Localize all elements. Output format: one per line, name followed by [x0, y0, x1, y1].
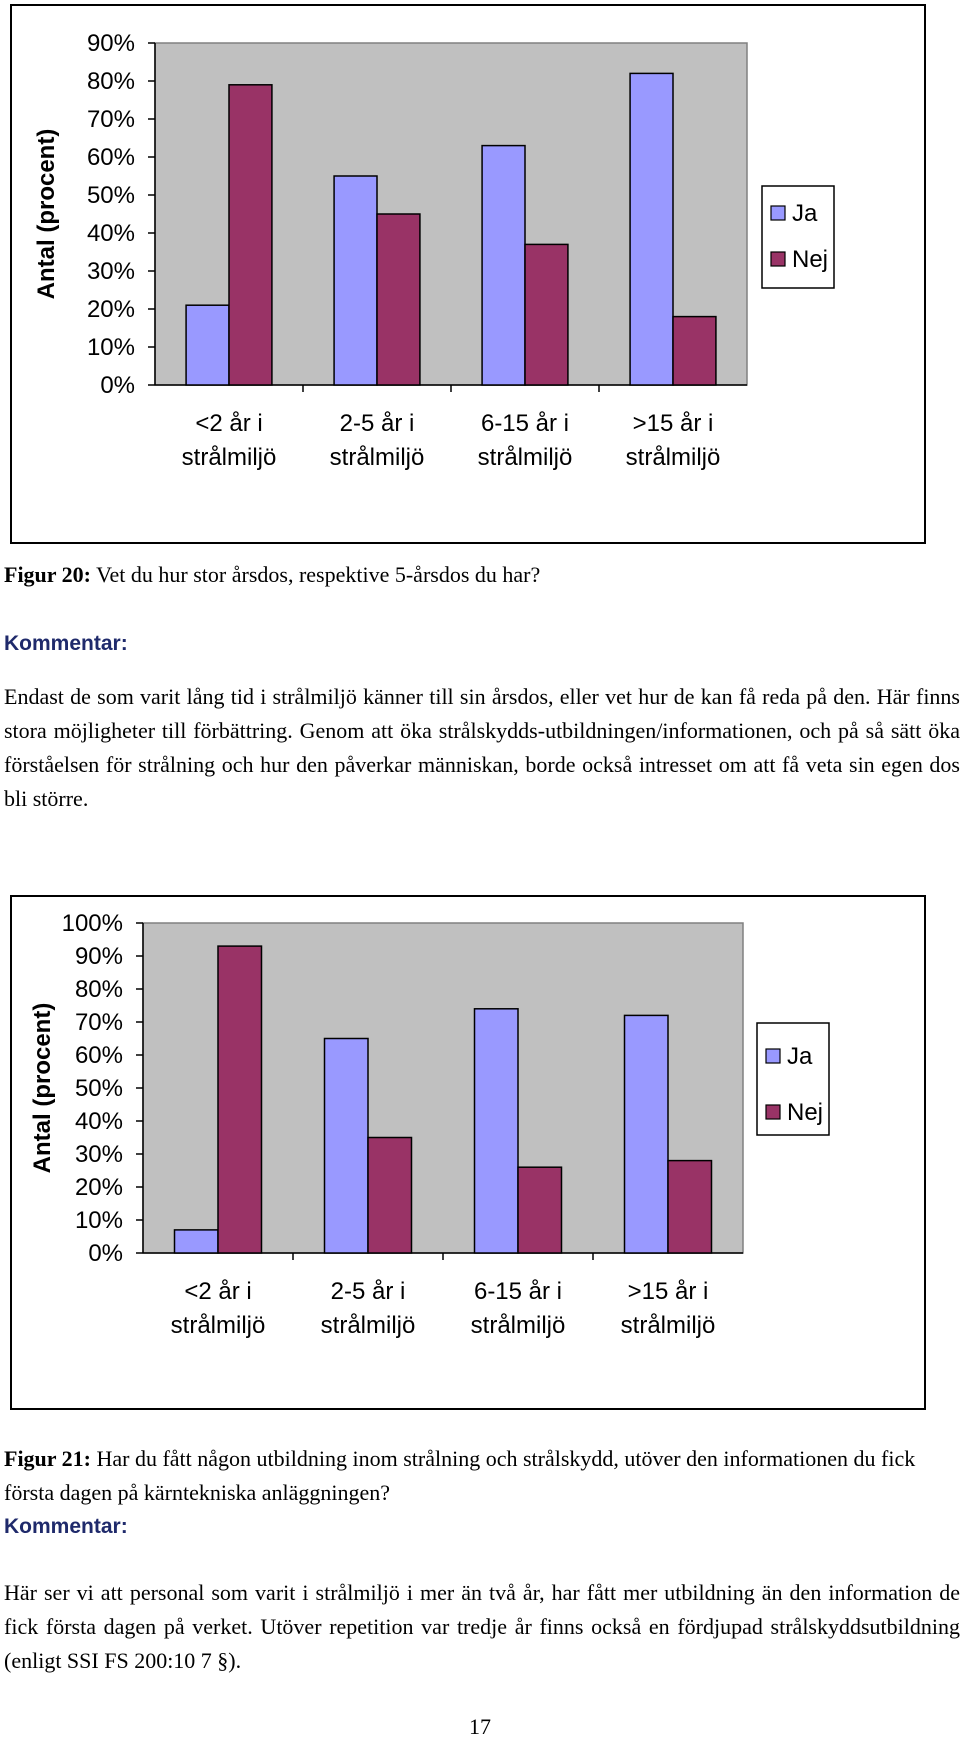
y-tick-label: 70%: [86, 106, 135, 133]
y-tick-label: 50%: [74, 1075, 123, 1102]
bar-nej: [673, 317, 716, 385]
legend-label-ja: Ja: [787, 1043, 813, 1070]
figure-21-text: Har du fått någon utbildning inom strålning och strålskydd, utöver den informationen du fick första dagen på kärntekniska anläggningen?: [4, 1446, 916, 1505]
bar-nej: [218, 946, 262, 1253]
bar-ja: [186, 305, 229, 385]
y-tick-label: 10%: [74, 1207, 123, 1234]
y-tick-label: 60%: [74, 1042, 123, 1069]
y-tick-label: 10%: [86, 334, 135, 361]
x-tick-label: strålmiljö: [329, 444, 425, 471]
y-tick-label: 0%: [88, 1240, 123, 1267]
bar-nej: [368, 1138, 412, 1254]
y-tick-label: 30%: [74, 1141, 123, 1168]
y-tick-label: 40%: [74, 1108, 123, 1135]
comment-2-heading: Kommentar:: [4, 1515, 128, 1538]
comment-2-paragraph: Här ser vi att personal som varit i strålmiljö i mer än två år, har fått mer utbildning än den information de fick första dagen på verket. Utöver repetition var tredje år finns också en fördjupad strålskyddsutbildning (enligt SSI FS 200:10 7 §).: [4, 1580, 960, 1673]
legend-swatch-nej: [766, 1105, 780, 1119]
legend-swatch-nej: [771, 252, 785, 266]
y-tick-label: 20%: [74, 1174, 123, 1201]
x-tick-label: strålmiljö: [170, 1312, 266, 1339]
x-tick-label: strålmiljö: [320, 1312, 416, 1339]
bar-ja: [325, 1039, 369, 1254]
bar-nej: [668, 1161, 712, 1253]
legend-label-nej: Nej: [792, 246, 829, 273]
x-tick-label: >15 år i: [627, 1278, 709, 1305]
figure-20-chart: [10, 4, 926, 544]
x-tick-label: strålmiljö: [181, 444, 277, 471]
y-tick-label: 30%: [86, 258, 135, 285]
y-tick-label: 40%: [86, 220, 135, 247]
bar-ja: [334, 176, 377, 385]
y-tick-label: 80%: [86, 68, 135, 95]
y-tick-label: 60%: [86, 144, 135, 171]
bar-ja: [475, 1009, 519, 1253]
y-tick-label: 20%: [86, 296, 135, 323]
comment-1-heading: Kommentar:: [4, 632, 128, 655]
legend-swatch-ja: [771, 206, 785, 220]
comment-1-paragraph: Endast de som varit lång tid i strålmiljö känner till sin årsdos, eller vet hur de kan få reda på den. Här finns stora möjligheter till förbättring. Genom att öka strålskydds-utbildningen/informationen, och på så sätt öka förståelsen för strålning och hur den påverkar människan, borde också intresset om att få veta sin egen dos bli större.: [4, 684, 960, 811]
x-tick-label: 6-15 år i: [473, 1278, 563, 1305]
x-tick-label: strålmiljö: [620, 1312, 716, 1339]
figure-21-caption: [4, 1442, 960, 1510]
figure-20-text: Vet du hur stor årsdos, respektive 5-årsdos du har?: [90, 562, 541, 587]
bar-ja: [175, 1230, 219, 1253]
x-tick-label: strålmiljö: [477, 444, 573, 471]
bar-ja: [630, 73, 673, 385]
y-tick-label: 90%: [86, 30, 135, 57]
bar-nej: [518, 1167, 562, 1253]
figure-20-chart-svg: [12, 6, 924, 542]
x-tick-label: 2-5 år i: [339, 410, 415, 437]
bar-ja: [482, 146, 525, 385]
y-tick-label: 90%: [74, 943, 123, 970]
figure-20-caption: [4, 558, 960, 592]
figure-21-chart-svg: [12, 897, 924, 1408]
figure-21-chart: [10, 895, 926, 1410]
x-tick-label: <2 år i: [184, 1278, 252, 1305]
y-tick-label: 70%: [74, 1009, 123, 1036]
bar-nej: [525, 244, 568, 385]
legend-label-nej: Nej: [787, 1099, 824, 1126]
y-tick-label: 80%: [74, 976, 123, 1003]
x-tick-label: <2 år i: [195, 410, 263, 437]
x-tick-label: >15 år i: [632, 410, 714, 437]
page-number: 17: [469, 1714, 491, 1739]
y-tick-label: 0%: [100, 372, 135, 399]
legend-swatch-ja: [766, 1049, 780, 1063]
bar-nej: [377, 214, 420, 385]
bar-nej: [229, 85, 272, 385]
x-tick-label: strålmiljö: [625, 444, 721, 471]
x-tick-label: 2-5 år i: [330, 1278, 406, 1305]
y-axis-title: Antal (procent): [29, 1002, 56, 1174]
y-tick-label: 100%: [61, 910, 123, 937]
legend-label-ja: Ja: [792, 200, 818, 227]
x-tick-label: 6-15 år i: [480, 410, 570, 437]
figure-20-label: Figur 20:: [4, 562, 91, 587]
bar-ja: [625, 1015, 669, 1253]
x-tick-label: strålmiljö: [470, 1312, 566, 1339]
y-tick-label: 50%: [86, 182, 135, 209]
y-axis-title: Antal (procent): [33, 128, 60, 300]
figure-21-label: Figur 21:: [4, 1446, 91, 1471]
